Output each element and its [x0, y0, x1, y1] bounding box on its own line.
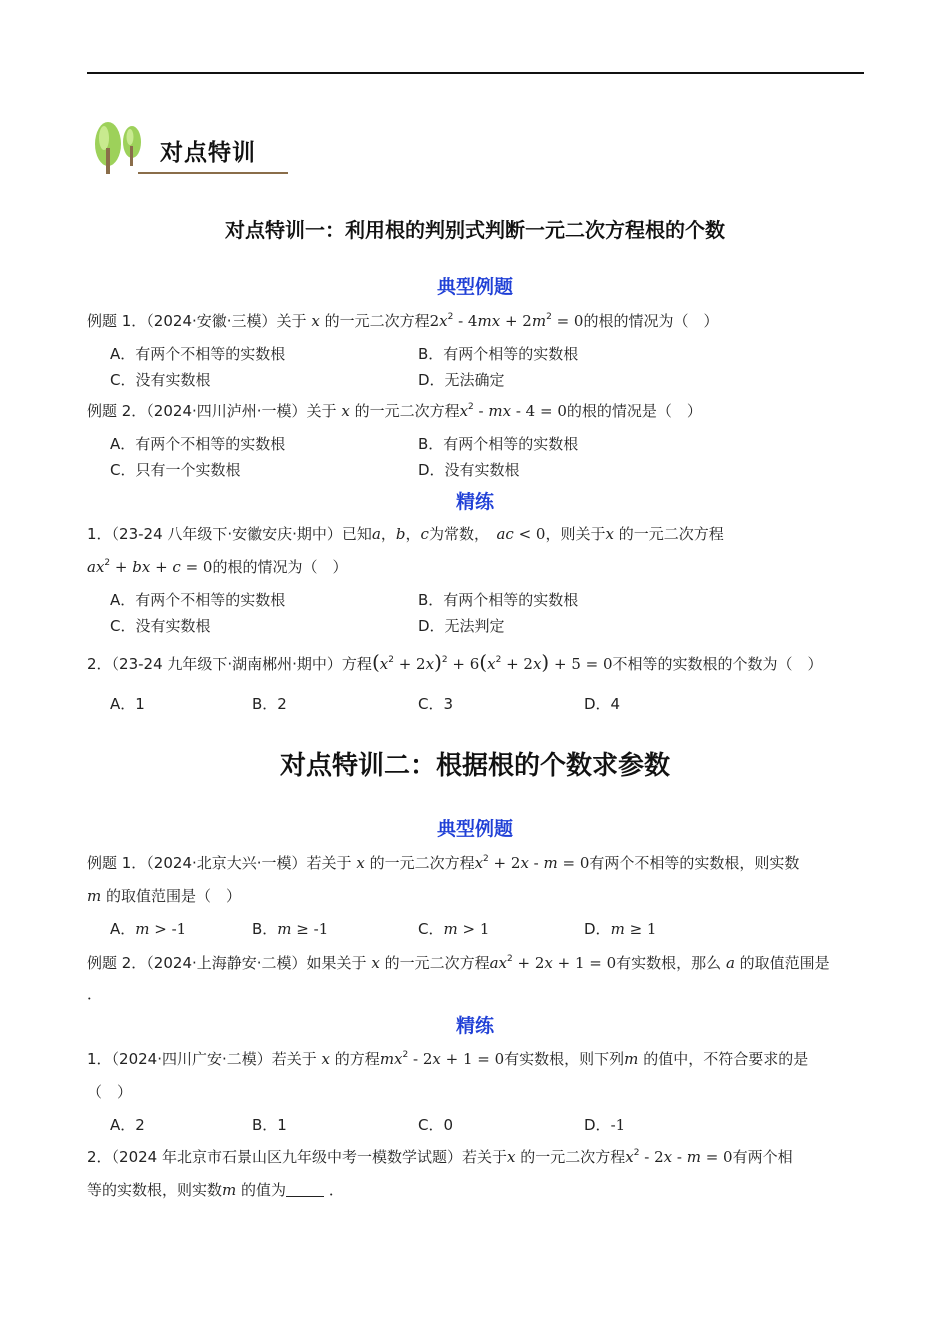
banner-underline — [138, 172, 288, 174]
sec2-p1-option-c[interactable]: C．0 — [418, 1116, 454, 1134]
sec1-ex2-question: 例题 2．（2024·四川泸州·一模）关于 x 的一元二次方程$x^2$ - mx - 4 = 0的根的情况是（ ） — [87, 402, 702, 420]
sec2-ex1-option-c[interactable]: C．m > 1 — [418, 920, 490, 938]
sec2-p2-question-line2: 等的实数根，则实数m 的值为 ． — [87, 1181, 344, 1199]
sec1-typical-heading: 典型例题 — [436, 276, 513, 298]
sec2-ex1-question-line2: m 的取值范围是（ ） — [87, 887, 242, 905]
sec1-p2-question: 2．（23-24 九年级下·湖南郴州·期中）方程$(x^2 + 2x)^2 + 6(x^2 + 2x) + 5 = 0$不相等的实数根的个数为（ ） — [87, 650, 823, 674]
sec1-p1-question-line1: 1．（23-24 八年级下·安徽安庆·期中）已知a，b，c为常数， ac < 0，则关于x 的一元二次方程 — [87, 525, 724, 543]
sec2-p1-option-b[interactable]: B．1 — [252, 1116, 287, 1134]
sec1-practice-heading: 精练 — [455, 491, 494, 513]
sec2-p1-question-line2: （ ） — [87, 1083, 133, 1101]
sec1-ex2-option-a[interactable]: A．有两个不相等的实数根 — [110, 435, 286, 453]
sec2-ex1-question-line1: 例题 1．（2024·北京大兴·一模）若关于 x 的一元二次方程$x^2 + 2x - m = 0$有两个不相等的实数根，则实数 — [87, 854, 800, 872]
sec1-p1-option-d[interactable]: D．无法判定 — [418, 617, 505, 635]
sec2-p1-option-a[interactable]: A．2 — [110, 1116, 145, 1134]
answer-blank[interactable] — [286, 1182, 324, 1197]
sec2-ex2-question-line2: ． — [87, 985, 103, 1003]
sec2-p1-option-d[interactable]: D．-1 — [584, 1116, 626, 1134]
sec2-p2-question-line1: 2．（2024 年北京市石景山区九年级中考一模数学试题）若关于x 的一元二次方程$x^2 - 2x - m = 0$有两个相 — [87, 1148, 793, 1166]
sec1-p2-option-d[interactable]: D．4 — [584, 695, 621, 713]
sec1-p2-option-c[interactable]: C．3 — [418, 695, 454, 713]
sec2-ex1-option-d[interactable]: D．m ≥ 1 — [584, 920, 657, 938]
sec2-ex2-question-line1: 例题 2．（2024·上海静安·二模）如果关于 x 的一元二次方程$ax^2 + 2x + 1 = 0$有实数根，那么 a 的取值范围是 — [87, 954, 830, 972]
header-rule — [87, 72, 864, 74]
sec1-p1-option-b[interactable]: B．有两个相等的实数根 — [418, 591, 579, 609]
sec1-ex2-option-c[interactable]: C．只有一个实数根 — [110, 461, 241, 479]
sec2-ex1-option-b[interactable]: B．m ≥ -1 — [252, 920, 329, 938]
sec1-ex1-question: 例题 1．（2024·安徽·三模）关于 x 的一元二次方程$2x^2 - 4mx + 2m^2 = 0$的根的情况为（ ） — [87, 312, 719, 330]
sec1-ex1-option-b[interactable]: B．有两个相等的实数根 — [418, 345, 579, 363]
sec2-ex1-option-a[interactable]: A．m > -1 — [110, 920, 187, 938]
section-2-heading: 对点特训二：根据根的个数求参数 — [279, 751, 670, 781]
sec2-typical-heading: 典型例题 — [436, 818, 513, 840]
sec1-ex2-option-b[interactable]: B．有两个相等的实数根 — [418, 435, 579, 453]
sec1-ex1-option-a[interactable]: A．有两个不相等的实数根 — [110, 345, 286, 363]
section-1-heading: 对点特训一：利用根的判别式判断一元二次方程根的个数 — [225, 218, 725, 242]
sec1-p2-option-b[interactable]: B．2 — [252, 695, 287, 713]
sec1-p1-question-line2: $ax^2$ + bx + c = 0的根的情况为（ ） — [87, 558, 348, 576]
sec1-p1-option-a[interactable]: A．有两个不相等的实数根 — [110, 591, 286, 609]
sec1-p2-option-a[interactable]: A．1 — [110, 695, 145, 713]
sec1-p1-option-c[interactable]: C．没有实数根 — [110, 617, 211, 635]
sec1-ex2-option-d[interactable]: D．没有实数根 — [418, 461, 520, 479]
sec1-ex1-option-c[interactable]: C．没有实数根 — [110, 371, 211, 389]
banner-title: 对点特训 — [160, 140, 256, 166]
sec2-practice-heading: 精练 — [455, 1015, 494, 1037]
sec2-p1-question-line1: 1．（2024·四川广安·二模）若关于 x 的方程$mx^2 - 2x + 1 = 0$有实数根，则下列m 的值中，不符合要求的是 — [87, 1050, 809, 1068]
sec1-ex1-option-d[interactable]: D．无法确定 — [418, 371, 505, 389]
